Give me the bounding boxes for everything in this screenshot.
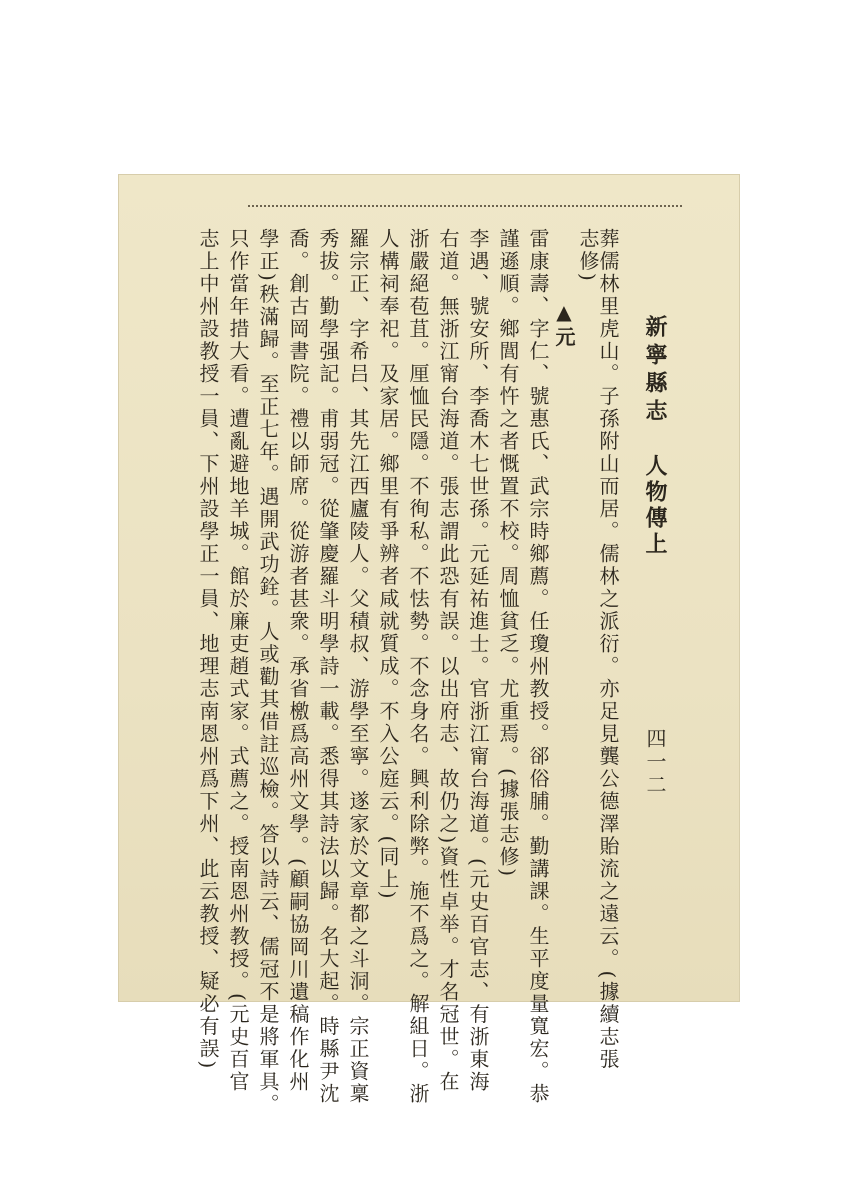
text-column-9: 人構祠奉祀。及家居。鄉里有爭辨者咸就質成。不入公庭云。(同上) [376,228,400,902]
era-heading-yuan: ▲元 [552,300,576,349]
text-column-1: 葬儒林里虎山。子孫附山而居。儒林之派衍。亦足見龔公德澤貽流之遠云。(據續志張 [596,228,620,1071]
text-column-4: 雷康壽、字仁、號惠氏、武宗時鄉薦。任瓊州教授。郤俗脯。勤講課。生平度量寬宏。恭 [526,228,550,1106]
text-column-8: 浙嚴絕苞苴。厘恤民隱。不徇私。不怯勢。不念身名。興利除弊。施不爲之。解組日。浙 [406,228,430,1106]
text-column-6: 李遇、號安所、李喬木七世孫。元延祐進士。官浙江甯台海道。(元史百官志、有浙東海 [466,228,490,1094]
text-column-13: 學正)秩滿歸。至正七年。遇開武功銓。人或勸其借註巡檢。答以詩云、儒冠不是將軍具。 [256,228,280,1116]
text-column-10: 羅宗正、字希吕、其先江西廬陵人。父積叔、游學至寧。遂家於文章都之斗洞。宗正資稟 [346,228,370,1106]
text-column-12: 喬。創古岡書院。禮以師席。從游者甚衆。承省檄爲高州文學。(顧嗣協岡川遺稿作化州 [286,228,310,1094]
text-column-11: 秀拔。勤學强記。甫弱冠。從肇慶羅斗明學詩一載。悉得其詩法以歸。名大起。時縣尹沈 [316,228,340,1106]
text-column-14: 只作當年措大看。遭亂避地羊城。館於廉吏趙式家。式薦之。授南恩州教授。(元史百官 [226,228,250,1094]
top-dotted-rule [248,205,682,207]
book-title: 新寧縣志 [642,315,668,427]
page-number: 四一二 [643,728,667,797]
text-column-15: 志上中州設教授一員、下州設學正一員、地理志南恩州爲下州、此云教授、疑必有誤) [196,228,220,1071]
section-title: 人物傳上 [642,454,668,558]
text-column-7: 右道。無浙江甯台海道。張志謂此恐有誤。以出府志、故仍之)資性卓举。才名冠世。在 [436,228,460,1094]
text-column-5: 謹遜順。鄉閭有忤之者慨置不校。周恤貧乏。尤重焉。(據張志修) [496,228,520,879]
text-column-2: 志修) [576,228,600,284]
